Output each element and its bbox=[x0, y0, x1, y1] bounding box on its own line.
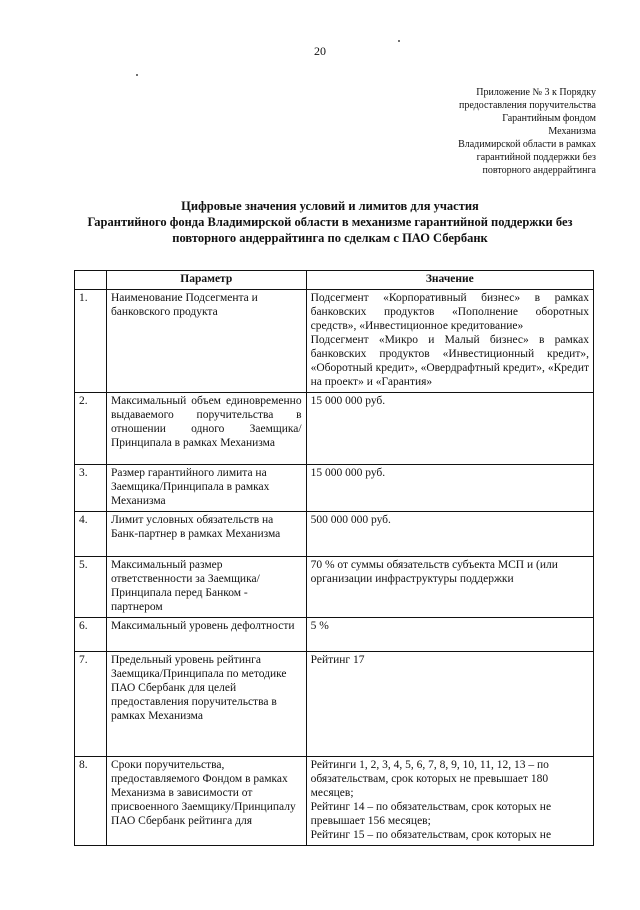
table-header-row bbox=[75, 271, 594, 290]
appendix-line: предоставления поручительства bbox=[459, 100, 596, 111]
value-line: Рейтинги 1, 2, 3, 4, 5, 6, 7, 8, 9, 10, 11, 12, 13 – по обязательствам, срок которых не превышает 180 месяцев; bbox=[310, 759, 549, 799]
row-number: 2. bbox=[75, 393, 107, 465]
appendix-line: гарантийной поддержки без bbox=[476, 152, 596, 163]
row-number: 6. bbox=[75, 618, 107, 652]
document-title bbox=[70, 198, 590, 246]
title-line: Цифровые значения условий и лимитов для участия bbox=[181, 199, 479, 213]
header-parameter: Параметр bbox=[106, 271, 306, 290]
table-row bbox=[75, 757, 594, 846]
row-number: 3. bbox=[75, 465, 107, 512]
value-line: 15 000 000 руб. bbox=[310, 395, 386, 407]
header-value: Значение bbox=[306, 271, 593, 290]
row-parameter: Лимит условных обязательств на Банк-партнер в рамках Механизма bbox=[106, 512, 306, 557]
appendix-line: Владимирской области в рамках bbox=[458, 139, 596, 150]
row-value bbox=[306, 757, 593, 846]
title-line: повторного андеррайтинга по сделкам с ПАО Сбербанк bbox=[172, 231, 488, 245]
title-line: Гарантийного фонда Владимирской области в механизме гарантийной поддержки без bbox=[87, 215, 573, 229]
parameters-table bbox=[74, 270, 594, 846]
appendix-note bbox=[406, 86, 596, 177]
table-row bbox=[75, 512, 594, 557]
row-number: 1. bbox=[75, 290, 107, 393]
value-line: 500 000 000 руб. bbox=[310, 514, 391, 526]
table-row bbox=[75, 393, 594, 465]
row-number: 7. bbox=[75, 652, 107, 757]
table-row bbox=[75, 652, 594, 757]
value-line: 15 000 000 руб. bbox=[310, 467, 386, 479]
appendix-line: Механизма bbox=[548, 126, 596, 137]
value-line: 70 % от суммы обязательств субъекта МСП и (или организации инфраструктуры поддержки bbox=[310, 559, 558, 585]
row-value bbox=[306, 618, 593, 652]
row-value bbox=[306, 652, 593, 757]
row-parameter: Предельный уровень рейтинга Заемщика/Принципала по методике ПАО Сбербанк для целей предоставления поручительства в рамках Механизма bbox=[106, 652, 306, 757]
value-line: Рейтинг 14 – по обязательствам, срок которых не превышает 156 месяцев; bbox=[310, 801, 552, 827]
appendix-line: Приложение № 3 к Порядку bbox=[476, 87, 596, 98]
row-value bbox=[306, 465, 593, 512]
row-parameter: Наименование Подсегмента и банковского продукта bbox=[106, 290, 306, 393]
appendix-line: повторного андеррайтинга bbox=[482, 165, 596, 176]
row-value bbox=[306, 512, 593, 557]
row-parameter: Сроки поручительства, предоставляемого Фондом в рамках Механизма в зависимости от присвоенного Заемщику/Принципалу ПАО Сбербанк рейтинга для bbox=[106, 757, 306, 846]
row-value bbox=[306, 393, 593, 465]
value-line: Рейтинг 15 – по обязательствам, срок которых не bbox=[310, 829, 552, 841]
scan-speck bbox=[136, 74, 138, 76]
page-number: 20 bbox=[314, 44, 326, 58]
row-parameter: Максимальный уровень дефолтности bbox=[106, 618, 306, 652]
table-row bbox=[75, 618, 594, 652]
value-line: Подсегмент «Корпоративный бизнес» в рамках банковских продуктов «Пополнение оборотных средств», «Инвестиционное кредитование» bbox=[310, 292, 589, 332]
value-line: Подсегмент «Микро и Малый бизнес» в рамках банковских продуктов «Инвестиционный кредит», «Оборотный кредит», «Овердрафтный кредит», «Кредит на проект» и «Гарантия» bbox=[310, 334, 589, 388]
row-number: 5. bbox=[75, 557, 107, 618]
value-line: 5 % bbox=[310, 620, 329, 632]
scan-speck bbox=[398, 40, 400, 42]
row-value bbox=[306, 290, 593, 393]
row-number: 8. bbox=[75, 757, 107, 846]
row-value bbox=[306, 557, 593, 618]
header-number bbox=[75, 271, 107, 290]
row-number: 4. bbox=[75, 512, 107, 557]
table-row bbox=[75, 465, 594, 512]
table-row bbox=[75, 290, 594, 393]
row-parameter: Размер гарантийного лимита на Заемщика/Принципала в рамках Механизма bbox=[106, 465, 306, 512]
row-parameter: Максимальный объем единовременно выдаваемого поручительства в отношении одного Заемщика/Принципала в рамках Механизма bbox=[106, 393, 306, 465]
row-parameter: Максимальный размер ответственности за Заемщика/Принципала перед Банком - партнером bbox=[106, 557, 306, 618]
appendix-line: Гарантийным фондом bbox=[502, 113, 596, 124]
table-row bbox=[75, 557, 594, 618]
value-line: Рейтинг 17 bbox=[310, 654, 365, 666]
